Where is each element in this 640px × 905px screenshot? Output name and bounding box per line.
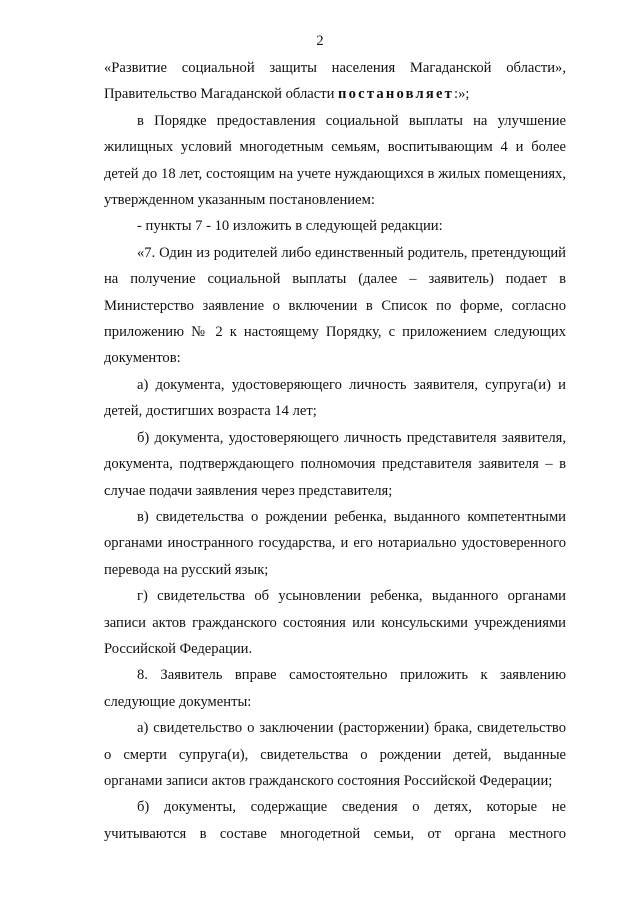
paragraph-subitem-g: г) свидетельства об усыновлении ребенка, выданного органами записи актов гражданского состояния или консульскими учреждениями Российской Федерации. [104, 588, 566, 657]
paragraph-subitem-b: б) документа, удостоверяющего личность представителя заявителя, документа, подтверждающего полномочия представителя заявителя – в случае подачи заявления через представителя; [104, 429, 566, 499]
paragraph-text: «Развитие социальной защиты населения Магаданской области», Правительство Магаданской области [104, 60, 566, 103]
paragraph-item-8-b: б) документы, содержащие сведения о детях, которые не учитываются в составе многодетной семьи, от органа местного [104, 799, 566, 842]
emphasized-word: постановляет [338, 86, 455, 103]
paragraph-item-8-a: а) свидетельство о заключении (расторжении) брака, свидетельство о смерти супруга(и), свидетельства о рождении детей, выданные органами записи актов гражданского состояния Российской Федерации; [104, 720, 566, 789]
paragraph-subitem-a: а) документа, удостоверяющего личность заявителя, супруга(и) и детей, достигших возраста 14 лет; [104, 376, 566, 420]
paragraph-intro [104, 55, 566, 108]
document-body [104, 55, 566, 847]
paragraph-text: :»; [454, 86, 470, 103]
page-number: 2 [316, 33, 324, 49]
paragraph-subitem-v: в) свидетельства о рождении ребенка, выданного компетентными органами иностранного государства, и его нотариально удостоверенного перевода на русский язык; [104, 508, 566, 578]
paragraph-item-8: 8. Заявитель вправе самостоятельно приложить к заявлению следующие документы: [104, 667, 566, 710]
paragraph-amendment: в Порядке предоставления социальной выплаты на улучшение жилищных условий многодетным семьям, воспитывающим 4 и более детей до 18 лет, состоящим на учете нуждающихся в жилых помещениях, утвержденном указанным постановлением: [104, 112, 566, 209]
paragraph-item-7: «7. Один из родителей либо единственный родитель, претендующий на получение социальной выплаты (далее – заявитель) подает в Министерство заявление о включении в Список по форме, согласно приложению № 2 к настоящему Порядку, с приложением следующих документов: [104, 244, 566, 367]
paragraph-items: - пункты 7 - 10 изложить в следующей редакции: [137, 218, 443, 235]
